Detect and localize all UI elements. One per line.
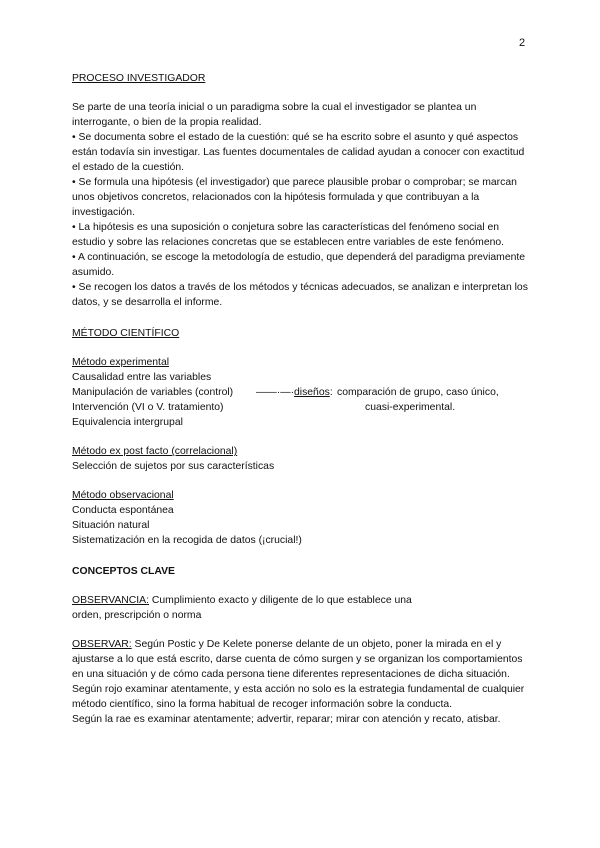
disenos-label: diseños	[294, 387, 330, 398]
observar-definition: OBSERVAR: Según Postic y De Kelete ponerse delante de un objeto, poner la mirada en el y ajustarse a lo que está escrito, darse cuenta de cómo surgen y se organizan los comportamientos en una situación y de cómo cada persona tiene diferentes representaciones de dicha situación.	[72, 639, 523, 680]
rojo-definition: Según rojo examinar atentamente, y esta acción no solo es la estrategia fundamental de cualquier método científico, sino la forma habitual de recoger información sobre la conducta.	[72, 684, 525, 710]
observar-term: OBSERVAR:	[72, 639, 132, 650]
section-heading-metodo: MÉTODO CIENTÍFICO	[72, 328, 180, 339]
experimental-line: Equivalencia intergrupal	[72, 417, 183, 428]
observancia-definition: OBSERVANCIA: Cumplimiento exacto y diligente de lo que establece una orden, prescripción o norma	[72, 595, 412, 621]
disenos-value: cuasi-experimental.	[365, 402, 456, 413]
section-heading-proceso: PROCESO INVESTIGADOR	[72, 73, 206, 84]
proceso-bullet: • A continuación, se escoge la metodología de estudio, que dependerá del paradigma previamente asumido.	[72, 252, 526, 278]
experimental-line: Manipulación de variables (control)	[72, 387, 234, 398]
metodo-expostfacto-title: Método ex post facto (correlacional)	[72, 446, 238, 457]
observacional-line: Sistematización en la recogida de datos (¡crucial!)	[72, 535, 302, 546]
proceso-bullet: • Se recogen los datos a través de los métodos y técnicas adecuados, se analizan e interpretan los datos, y se desarrolla el informe.	[72, 282, 528, 308]
proceso-bullet: • La hipótesis es una suposición o conjetura sobre las características del fenómeno social en estudio y sobre las relaciones concretas que se establecen entre variables de este fenómeno.	[72, 222, 505, 248]
page-number: 2	[519, 37, 526, 49]
rae-definition: Según la rae es examinar atentamente; advertir, reparar; mirar con atención y recato, atisbar.	[72, 714, 501, 725]
section-heading-conceptos: CONCEPTOS CLAVE	[72, 566, 175, 577]
proceso-bullet: • Se documenta sobre el estado de la cuestión: qué se ha escrito sobre el asunto y qué aspectos están todavía sin investigar. Las fuentes documentales de calidad ayudan a conocer con exactitud el estado de la cuestión.	[72, 132, 525, 173]
metodo-experimental-title: Método experimental	[72, 357, 170, 368]
metodo-observacional-title: Método observacional	[72, 490, 174, 501]
experimental-line: Intervención (VI o V. tratamiento)	[72, 402, 224, 413]
proceso-paragraph: Se parte de una teoría inicial o un paradigma sobre la cual el investigador se plantea un interrogante, o bien de la propia realidad.	[72, 102, 477, 128]
proceso-bullet: • Se formula una hipótesis (el investigador) que parece plausible probar o comprobar; se marcan unos objetivos concretos, relacionados con la hipótesis formulada y que contribuyan a la investigación.	[72, 177, 517, 218]
document-body	[72, 71, 532, 727]
disenos-colon: :	[329, 387, 333, 398]
expostfacto-line: Selección de sujetos por sus características	[72, 461, 275, 472]
observacional-line: Conducta espontánea	[72, 505, 174, 516]
experimental-manipulacion-row	[72, 385, 532, 400]
experimental-intervencion-row	[72, 400, 532, 415]
experimental-line: Causalidad entre las variables	[72, 372, 212, 383]
disenos-value: comparación de grupo, caso único,	[337, 387, 499, 398]
dash-connector: ——·—·	[256, 387, 295, 398]
observacional-line: Situación natural	[72, 520, 150, 531]
observancia-term: OBSERVANCIA:	[72, 595, 149, 606]
